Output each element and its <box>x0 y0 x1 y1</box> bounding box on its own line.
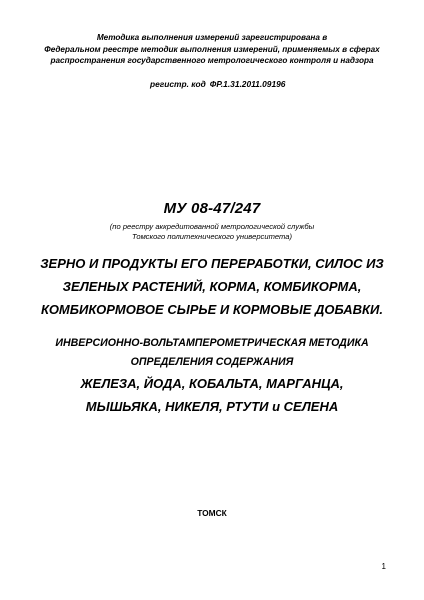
document-title <box>20 252 404 321</box>
registration-code-label: регистр. код <box>150 79 206 89</box>
registry-note-line-2: Томского политехнического университета) <box>131 232 293 241</box>
method-line-1: ИНВЕРСИОННО-ВОЛЬТАМПЕРОМЕТРИЧЕСКАЯ МЕТОДИКА <box>55 337 369 349</box>
registry-note-line-1: (по реестру аккредитованной метрологической службы <box>109 222 315 231</box>
method-heading <box>20 334 404 353</box>
registration-code-value: ФР.1.31.2011.09196 <box>209 79 286 89</box>
method-line-2: ОПРЕДЕЛЕНИЯ СОДЕРЖАНИЯ <box>130 356 294 368</box>
document-code: МУ 08-47/247 <box>163 200 261 217</box>
registration-code <box>150 79 285 89</box>
registration-line-2: Федеральном реестре методик выполнения измерений, применяемых в сферах <box>44 44 380 54</box>
method-subheading <box>20 353 404 372</box>
title-line-1: ЗЕРНО И ПРОДУКТЫ ЕГО ПЕРЕРАБОТКИ, СИЛОС ИЗ <box>40 256 384 271</box>
title-line-3: КОМБИКОРМОВОЕ СЫРЬЕ И КОРМОВЫЕ ДОБАВКИ. <box>41 302 383 317</box>
registry-note <box>0 222 424 242</box>
city: ТОМСК <box>197 508 227 518</box>
elements-line-2: МЫШЬЯКА, НИКЕЛЯ, РТУТИ и СЕЛЕНА <box>85 399 339 414</box>
title-line-2: ЗЕЛЕНЫХ РАСТЕНИЙ, КОРМА, КОМБИКОРМА, <box>62 279 362 294</box>
registration-line-1: Методика выполнения измерений зарегистрирована в <box>96 33 328 42</box>
elements-line-1: ЖЕЛЕЗА, ЙОДА, КОБАЛЬТА, МАРГАНЦА, <box>80 376 344 391</box>
registration-line-3: распространения государственного метрологического контроля и надзора <box>50 56 374 65</box>
elements-list <box>20 372 404 418</box>
registration-notice <box>30 32 394 67</box>
page-number: 1 <box>381 562 386 571</box>
